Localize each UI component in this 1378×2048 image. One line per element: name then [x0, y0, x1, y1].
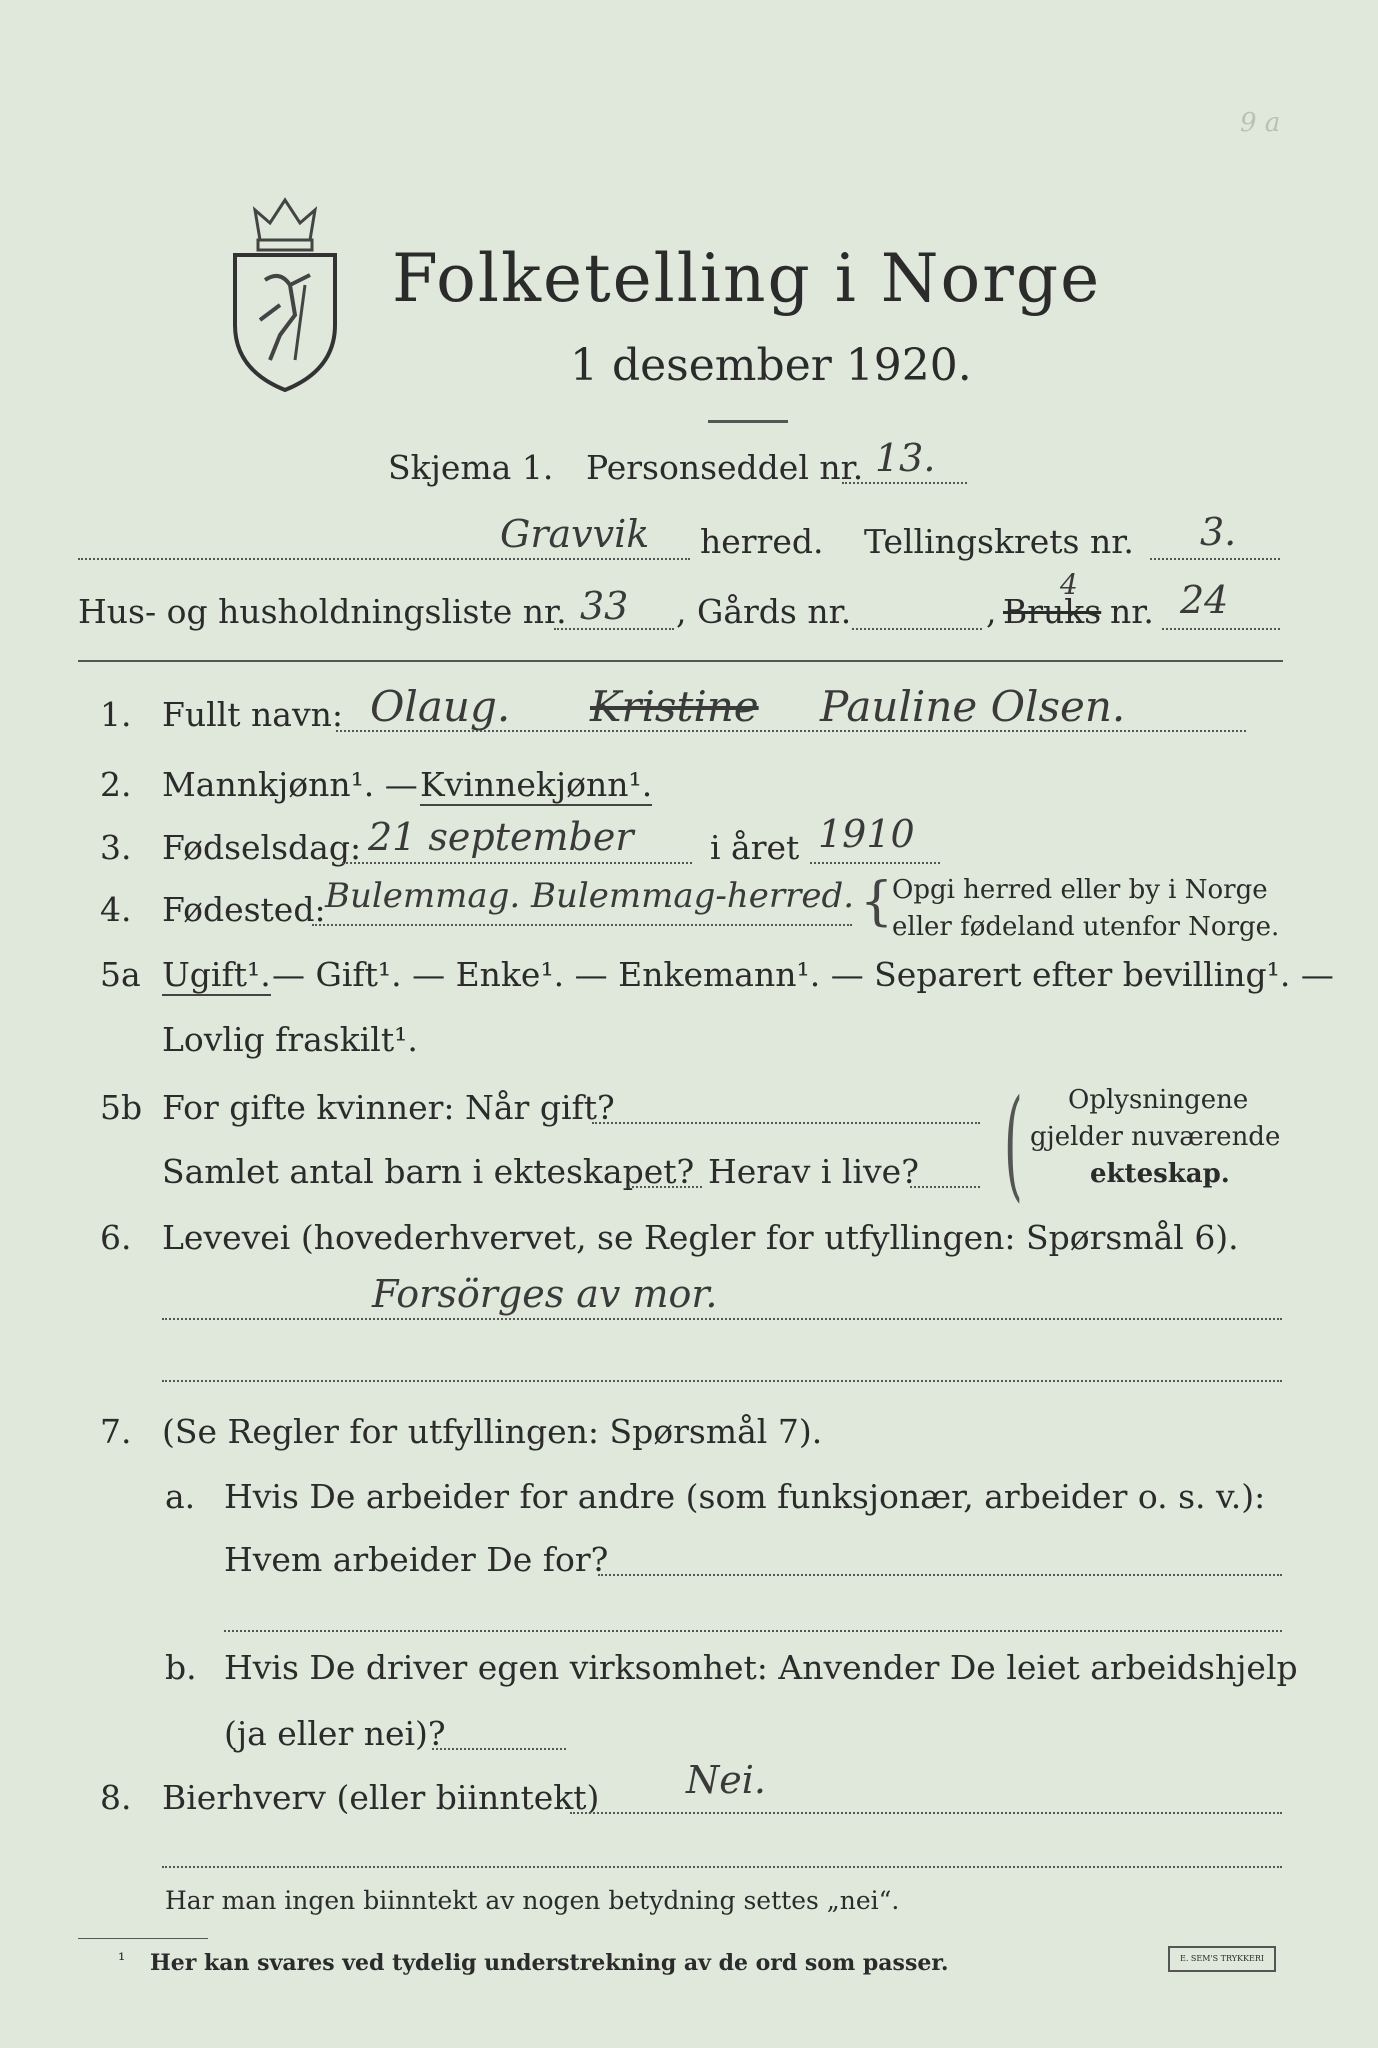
- tellingskrets-label: Tellingskrets nr.: [864, 522, 1134, 561]
- q2-male: Mannkjønn¹. —: [162, 765, 418, 804]
- q6-label: Levevei (hovederhvervet, se Regler for utfyllingen: Spørsmål 6).: [162, 1218, 1239, 1257]
- coat-of-arms-icon: [225, 185, 345, 395]
- title-rule: [708, 420, 788, 423]
- footnote-text: Her kan svares ved tydelig understrekning av de ord som passer.: [150, 1950, 949, 1976]
- q3-year-value: 1910: [818, 812, 915, 856]
- bruks-suffix: nr.: [1110, 592, 1154, 631]
- q7a-line1: Hvis De arbeider for andre (som funksjonær, arbeider o. s. v.):: [224, 1477, 1266, 1516]
- q5b-note3: ekteskap.: [1090, 1159, 1230, 1189]
- q8-label: Bierhverv (eller biinntekt): [162, 1778, 600, 1817]
- bleed-through: 9 a: [1240, 108, 1281, 138]
- q3-year-line: [810, 862, 940, 864]
- q4-brace: {: [860, 872, 894, 932]
- q5b-when-line: [592, 1122, 980, 1124]
- bruks-prefix: ,: [986, 592, 997, 631]
- hus-line: [554, 628, 674, 630]
- q6-number: 6.: [100, 1218, 132, 1257]
- q8-line: [570, 1812, 1282, 1814]
- personseddel-line: [842, 482, 967, 484]
- q7b-line: [432, 1748, 566, 1750]
- q8-value: Nei.: [686, 1758, 766, 1802]
- header-divider: [78, 660, 1283, 662]
- q6-line1: [162, 1318, 1282, 1320]
- q8-line-extra: [162, 1866, 1282, 1868]
- skjema-label: Skjema 1.: [388, 448, 554, 487]
- q5b-note1: Oplysningene: [1068, 1085, 1249, 1115]
- q5b-note2: gjelder nuværende: [1030, 1122, 1281, 1152]
- personseddel-value: 13.: [875, 436, 936, 480]
- q4-label: Fødested:: [162, 890, 326, 929]
- printer-stamp: E. SEM'S TRYKKERI: [1168, 1946, 1276, 1972]
- q1-value-rest: Pauline Olsen.: [820, 682, 1126, 731]
- herred-line: [78, 558, 690, 560]
- q4-line: [312, 924, 852, 926]
- tellingskrets-line: [1150, 558, 1280, 560]
- bruks-label: Bruks: [1003, 592, 1102, 631]
- q5b-alive-line: [910, 1186, 980, 1188]
- q1-label: Fullt navn:: [162, 695, 343, 734]
- q7a-line-extra: [224, 1630, 1282, 1632]
- footnote-rule: [78, 1938, 208, 1939]
- herred-value: Gravvik: [500, 512, 650, 556]
- q3-value: 21 september: [368, 815, 634, 859]
- q1-value-first: Olaug.: [370, 682, 511, 731]
- footnote-mark: ¹: [118, 1950, 126, 1971]
- q4-note-line2: eller fødeland utenfor Norge.: [892, 912, 1280, 942]
- hus-value: 33: [580, 584, 629, 628]
- gards-label: , Gårds nr.: [676, 592, 852, 631]
- q5a-options: — Gift¹. — Enke¹. — Enkemann¹. — Separert efter bevilling¹. —: [272, 955, 1334, 994]
- q3-line: [342, 862, 692, 864]
- q1-value-struck: Kristine: [590, 682, 759, 731]
- q5b-line2a: Samlet antal barn i ekteskapet?: [162, 1152, 695, 1191]
- personseddel-label: Personseddel nr.: [586, 448, 864, 487]
- q7a-line2: Hvem arbeider De for?: [224, 1540, 609, 1579]
- q2-female: Kvinnekjønn¹.: [420, 765, 653, 804]
- q2-number: 2.: [100, 765, 132, 804]
- herred-label: herred.: [700, 522, 824, 561]
- q5a-ugift: Ugift¹.: [162, 955, 271, 994]
- q6-value: Forsörges av mor.: [372, 1272, 718, 1316]
- footer-note: Har man ingen biinntekt av nogen betydning settes „nei“.: [165, 1886, 900, 1915]
- bruks-value: 24: [1180, 578, 1229, 622]
- q7a-line: [598, 1574, 1282, 1576]
- q7b-letter: b.: [165, 1648, 197, 1687]
- q7b-line1: Hvis De driver egen virksomhet: Anvender De leiet arbeidshjelp: [224, 1648, 1298, 1687]
- q5b-line1: For gifte kvinner: Når gift?: [162, 1088, 615, 1127]
- q8-number: 8.: [100, 1778, 132, 1817]
- q3-label: Fødselsdag:: [162, 828, 362, 867]
- q4-note-line1: Opgi herred eller by i Norge: [892, 875, 1268, 905]
- q4-value: Bulemmag. Bulemmag-herred.: [325, 876, 855, 916]
- q5b-paren: (: [1004, 1075, 1023, 1214]
- gards-value: 4: [1060, 568, 1078, 601]
- gards-line: [852, 628, 982, 630]
- q5a-number: 5a: [100, 955, 141, 994]
- q4-number: 4.: [100, 890, 132, 929]
- q5b-line2b: Herav i live?: [708, 1152, 919, 1191]
- q3-number: 3.: [100, 828, 132, 867]
- q1-number: 1.: [100, 695, 132, 734]
- form-title: Folketelling i Norge: [392, 240, 1102, 317]
- q5b-children-line: [628, 1186, 702, 1188]
- q7-number: 7.: [100, 1412, 132, 1451]
- tellingskrets-value: 3.: [1200, 510, 1237, 554]
- q6-line2: [162, 1380, 1282, 1382]
- q7b-line2: (ja eller nei)?: [224, 1714, 446, 1753]
- q3-year-label: i året: [710, 828, 800, 867]
- hus-label: Hus- og husholdningsliste nr.: [78, 592, 567, 631]
- q5a-line2: Lovlig fraskilt¹.: [162, 1020, 418, 1059]
- q5b-number: 5b: [100, 1088, 143, 1127]
- bruks-line: [1162, 628, 1280, 630]
- q7a-letter: a.: [165, 1477, 196, 1516]
- census-date: 1 desember 1920.: [570, 340, 972, 391]
- q7-label: (Se Regler for utfyllingen: Spørsmål 7).: [162, 1412, 823, 1451]
